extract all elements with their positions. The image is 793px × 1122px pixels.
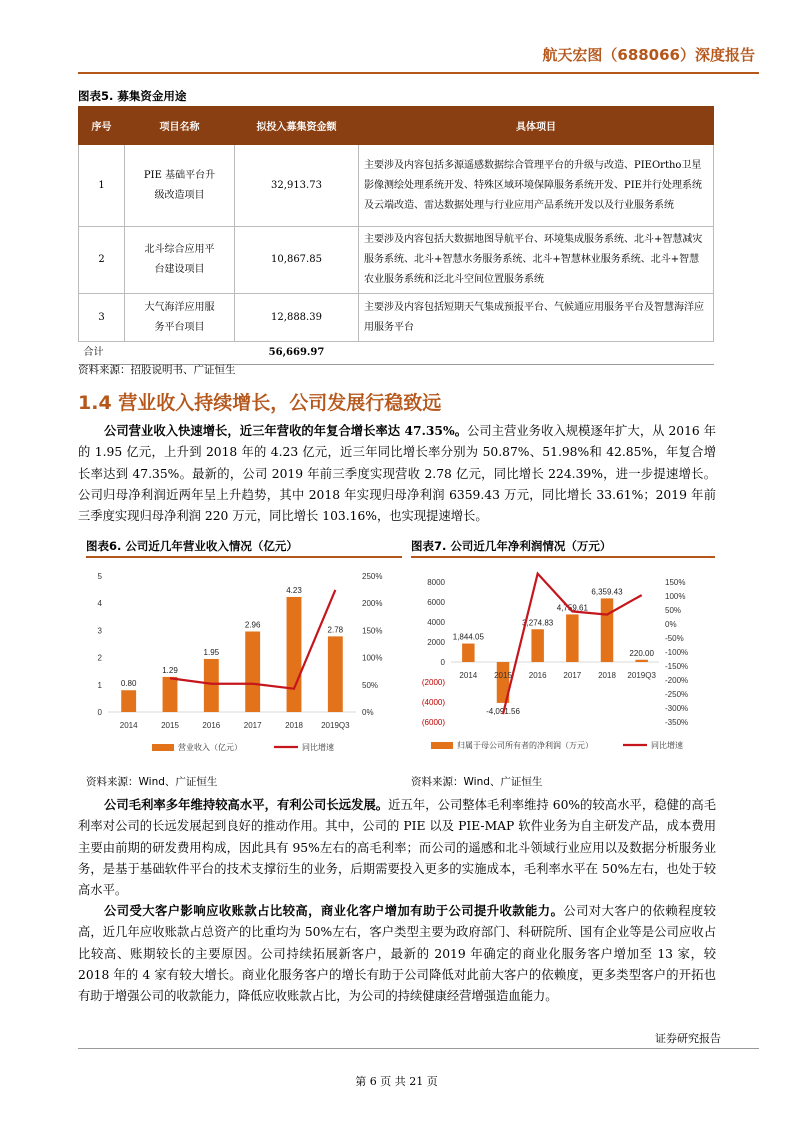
bar-data-label: 3,274.83 [522, 618, 554, 628]
paragraph-revenue [78, 420, 716, 527]
bar [462, 644, 474, 662]
bar-data-label: 2.78 [327, 625, 344, 635]
para2-lead: 公司毛利率多年维持较高水平，有利公司长远发展。 [104, 797, 389, 812]
x-tick-label: 2017 [563, 671, 582, 680]
x-tick-label: 2018 [598, 671, 616, 680]
fig6-rule [86, 556, 402, 558]
y2-tick-label: 150% [665, 578, 686, 587]
x-tick-label: 2015 [161, 721, 179, 730]
para3-lead: 公司受大客户影响应收账款占比较高，商业化客户增加有助于公司提升收款能力。 [104, 903, 564, 918]
legend-line-label: 同比增速 [302, 743, 334, 752]
para1-text: 公司主营业务收入规模逐年扩大，从 2016 年的 1.95 亿元，上升到 2018 年的 4.23 亿元，近三年同比增长率分别为 50.87%、51.98%和 42.85%，年复合增长率达到 47.35%。最新的，公司 2019 年前三季度实现营收 2.78 亿元，同比增长 224.39%，进一步提速增长。公司归母净利润近两年呈上升趋势，其中 2018 年实现归母净利润 6359.43 万元，同比增长 33.61%；2019 年前三季度实现归母净利润 220 万元，同比增长 103.16%，也实现提速增长。 [78, 424, 716, 524]
row-detail: 主要涉及内容包括大数据地图导航平台、环境集成服务系统、北斗+智慧减灾服务系统、北斗+智慧水务服务系统、北斗+智慧林业服务系统、北斗+智慧农业服务系统和泛北斗空间位置服务系统 [359, 227, 714, 294]
col-header: 具体项目 [359, 107, 714, 145]
bar-data-label: 2.96 [244, 620, 261, 630]
legend-bar-swatch [431, 742, 453, 749]
y2-tick-label: 100% [362, 653, 383, 663]
bar [531, 629, 543, 662]
x-tick-label: 2019Q3 [627, 671, 656, 680]
row-detail: 主要涉及内容包括多源遥感数据综合管理平台的升级与改造、PIEOrtho卫星影像测绘处理系统开发、特殊区域环境保障服务系统开发、PIE并行处理系统及云端改造、雷达数据处理与行业应用产品系统开发以及行业服务系统 [359, 145, 714, 227]
revenue-chart-body [98, 572, 383, 752]
bar [566, 614, 578, 662]
fig7-label: 图表7. 公司近几年净利润情况（万元） [411, 539, 612, 553]
table-header-row [79, 107, 714, 145]
y2-tick-label: 0% [665, 620, 677, 629]
legend-bar-label: 营业收入（亿元） [178, 743, 242, 752]
y2-tick-label: 100% [665, 592, 686, 601]
y-tick-label: 8000 [427, 578, 445, 587]
total-value: 56,669.97 [235, 342, 359, 365]
y2-tick-label: 250% [362, 572, 383, 581]
bar [245, 631, 260, 712]
bar-data-label: 4,759.61 [556, 603, 588, 613]
fig6-label: 图表6. 公司近几年营业收入情况（亿元） [86, 539, 298, 553]
col-header: 拟投入募集资金额 [235, 107, 359, 145]
row-amount: 12,888.39 [235, 294, 359, 342]
fig5-source: 资料来源：招股说明书、广证恒生 [78, 364, 236, 376]
y-tick-label: 0 [97, 708, 102, 717]
y-tick-label: (4000) [421, 698, 445, 707]
bar [163, 677, 178, 712]
y2-tick-label: -50% [665, 634, 684, 643]
row-name: 大气海洋应用服务平台项目 [125, 294, 235, 342]
col-header: 项目名称 [125, 107, 235, 145]
paragraph-receivables [78, 900, 716, 1007]
fig7-rule [411, 556, 715, 558]
y-tick-label: 1 [97, 680, 102, 690]
net-profit-chart-body [422, 574, 688, 750]
y2-tick-label: -350% [665, 718, 689, 727]
bar-data-label: 1.29 [162, 665, 178, 675]
bar [635, 660, 647, 662]
section-title: 1.4 营业收入持续增长，公司发展行稳致远 [78, 392, 442, 414]
x-tick-label: 2019Q3 [321, 721, 350, 730]
total-label: 合计 [79, 342, 125, 365]
y-tick-label: (6000) [421, 718, 445, 727]
y2-tick-label: -150% [665, 662, 689, 671]
legend-line-label: 同比增速 [651, 741, 683, 750]
y2-tick-label: 50% [362, 680, 379, 690]
y2-tick-label: 0% [362, 708, 374, 717]
footer-right: 证券研究报告 [655, 1032, 721, 1045]
revenue-chart [86, 560, 402, 768]
fundraising-table [78, 106, 714, 365]
para2-text: 近五年，公司整体毛利率维持 60%的较高水平，稳健的高毛利率对公司的长远发展起到良好的推动作用。其中，公司的 PIE 以及 PIE-MAP 软件业务为自主研发产品，成本费用主要由前期的研发费用构成，因此具有 95%左右的高毛利率；而公司的遥感和北斗领域行业应用以及数据分析服务业务，是基于基础软件平台的技术支撑衍生的业务，后期需要投入更多的实施成本，毛利率水平在 50%左右，也处于较高水平。 [78, 798, 716, 898]
row-no: 3 [79, 294, 125, 342]
header-title: 航天宏图（688066）深度报告 [542, 46, 755, 64]
row-detail: 主要涉及内容包括短期天气集成预报平台、气候通应用服务平台及智慧海洋应用服务平台 [359, 294, 714, 342]
x-tick-label: 2014 [459, 671, 478, 680]
net-profit-chart [411, 560, 715, 768]
row-no: 1 [79, 145, 125, 227]
x-tick-label: 2016 [202, 721, 221, 730]
legend-bar-label: 归属于母公司所有者的净利润（万元） [457, 741, 593, 750]
row-name: PIE 基础平台升级改造项目 [125, 145, 235, 227]
bar [204, 659, 219, 712]
table-row [79, 145, 714, 227]
y2-tick-label: -100% [665, 648, 689, 657]
x-tick-label: 2014 [119, 721, 138, 730]
y2-tick-label: 200% [362, 599, 383, 609]
bar-data-label: 1,844.05 [452, 632, 484, 642]
row-name: 北斗综合应用平台建设项目 [125, 227, 235, 294]
bar-data-label: 1.95 [203, 647, 220, 657]
header-rule [78, 72, 759, 74]
y2-tick-label: -300% [665, 704, 689, 713]
bar [287, 597, 302, 712]
para3-text: 公司对大客户的依赖程度较高，近几年应收账款占总资产的比重均为 50%左右，客户类型主要为政府部门、科研院所、国有企业等是公司应收占比较高、账期较长的主要原因。公司持续拓展新客户，最新的 2019 年确定的商业化服务客户增加至 13 家，较 2018 年的 4 家有较大增长。商业化服务客户的增长有助于公司降低对此前大客户的依赖度，更多类型客户的开拓也有助于增强公司的收款能力，降低应收账款占比，为公司的持续健康经营增强造血能力。 [78, 904, 716, 1004]
row-amount: 10,867.85 [235, 227, 359, 294]
y-tick-label: 2000 [427, 638, 445, 647]
y2-tick-label: -250% [665, 690, 689, 699]
row-no: 2 [79, 227, 125, 294]
y2-tick-label: 150% [362, 626, 383, 636]
x-tick-label: 2018 [285, 721, 303, 730]
y2-tick-label: -200% [665, 676, 689, 685]
bar-data-label: -4,091.56 [486, 706, 520, 716]
y-tick-label: 4000 [427, 618, 445, 627]
bar [601, 598, 613, 662]
footer-rule [78, 1048, 759, 1049]
col-header: 序号 [79, 107, 125, 145]
row-amount: 32,913.73 [235, 145, 359, 227]
y-tick-label: 0 [440, 658, 445, 667]
fig7-source: 资料来源：Wind、广证恒生 [411, 776, 543, 788]
page-number: 第 6 页 共 21 页 [355, 1075, 438, 1088]
para1-lead: 公司营业收入快速增长，近三年营收的年复合增长率达 47.35%。 [104, 423, 468, 438]
bar-data-label: 220.00 [629, 648, 654, 658]
y-tick-label: 5 [97, 572, 102, 581]
bar-data-label: 0.80 [120, 679, 137, 689]
x-tick-label: 2016 [528, 671, 547, 680]
y-tick-label: 6000 [427, 598, 445, 607]
table-row [79, 294, 714, 342]
bar [328, 636, 343, 712]
bar [121, 690, 136, 712]
table-row [79, 227, 714, 294]
paragraph-margin [78, 794, 716, 901]
legend-bar-swatch [152, 744, 174, 751]
y-tick-label: 4 [97, 599, 102, 609]
y-tick-label: 3 [97, 626, 102, 636]
y2-tick-label: 50% [665, 606, 682, 615]
fig5-label: 图表5. 募集资金用途 [78, 89, 187, 103]
x-tick-label: 2015 [494, 671, 512, 680]
y-tick-label: (2000) [421, 678, 445, 687]
fig6-source: 资料来源：Wind、广证恒生 [86, 776, 218, 788]
x-tick-label: 2017 [243, 721, 262, 730]
bar-data-label: 4.23 [286, 585, 302, 595]
bar-data-label: 6,359.43 [591, 587, 623, 597]
y-tick-label: 2 [97, 653, 102, 663]
